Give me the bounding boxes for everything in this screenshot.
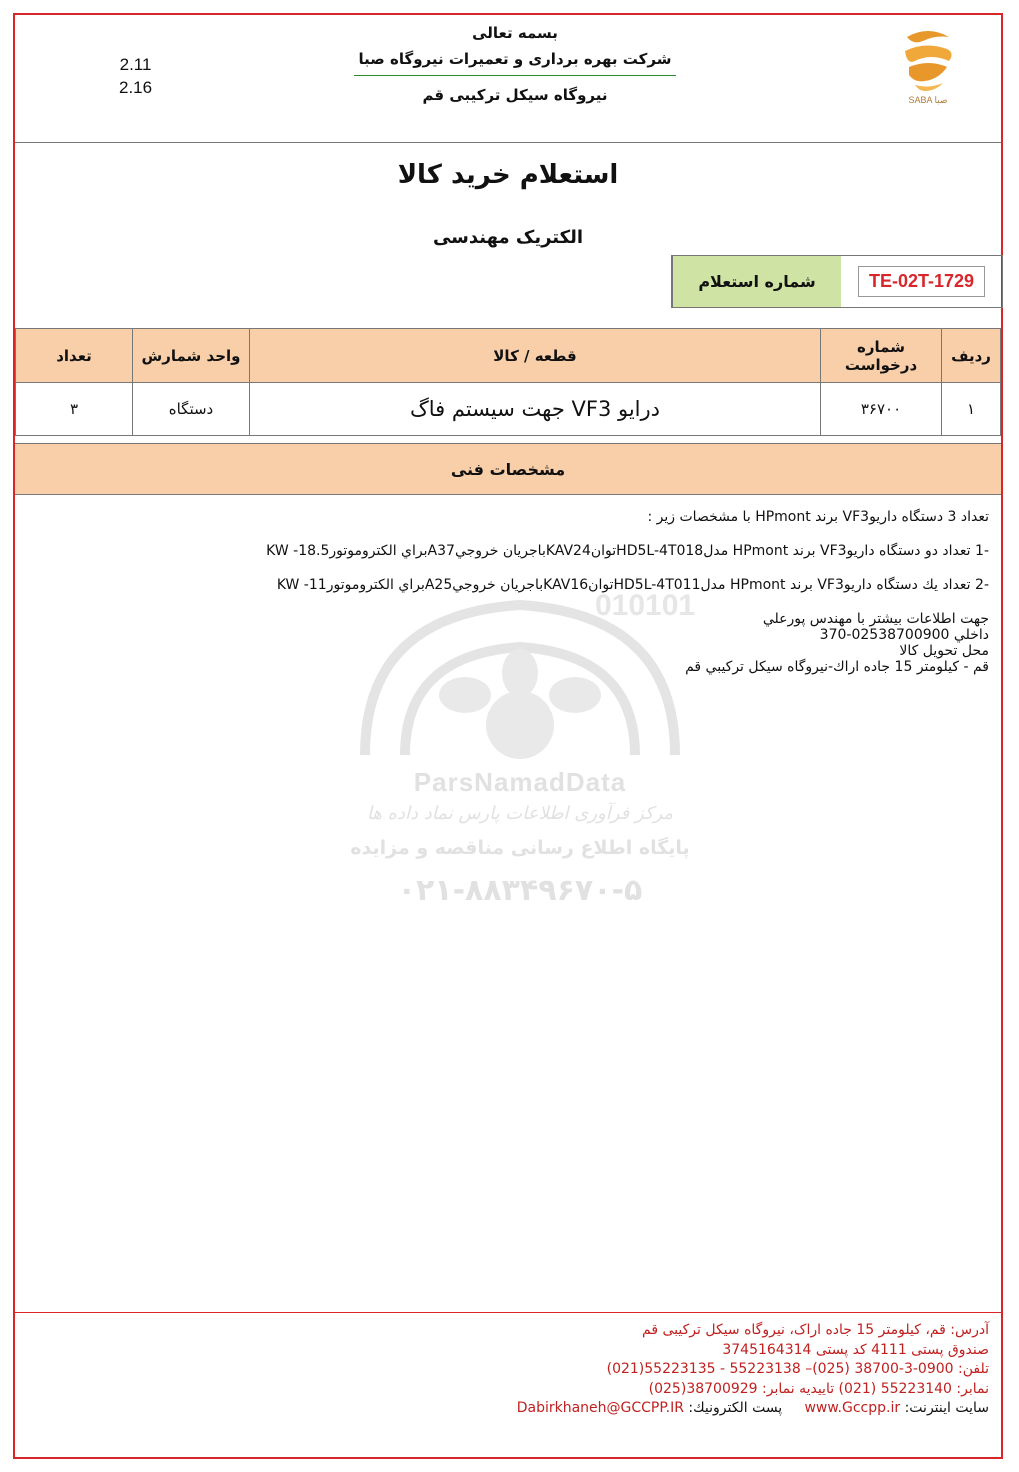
- col-row-header: ردیف: [942, 329, 1001, 383]
- spec-line: -2 تعداد يك دستگاه داريوVF3 برند HPmont مدلHD5L-4T011توانKAV16باجريان خروجيA25براي الكتروموتور11- KW: [276, 577, 989, 593]
- logo-text: SABA صبا: [908, 95, 948, 105]
- items-table: [15, 328, 1001, 436]
- document-frame: [13, 13, 1003, 1459]
- inquiry-number-value-cell: [841, 256, 1002, 307]
- watermark-line-2: پایگاه اطلاع رسانی مناقصه و مزایده: [350, 837, 690, 859]
- form-codes: [119, 53, 152, 99]
- row-number: ۱: [942, 383, 1001, 436]
- col-unit-header: واحد شمارش: [133, 329, 250, 383]
- plant-name: نیروگاه سیکل ترکیبی قم: [422, 86, 608, 104]
- spec-line: محل تحويل كالا: [899, 643, 989, 659]
- watermark-phone: ۰۲۱-۸۸۳۴۹۶۷۰-۵: [397, 873, 643, 908]
- footer-phone: تلفن: 0900-3-38700 (025)– 55223138 - 55223135(021): [606, 1361, 989, 1377]
- quantity: ۳: [16, 383, 133, 436]
- footer: [15, 1312, 1001, 1458]
- letterhead-text: [335, 21, 695, 108]
- footer-web-email: [29, 1399, 989, 1419]
- col-request-header: شماره درخواست: [821, 329, 942, 383]
- footer-contact: [29, 1321, 989, 1419]
- web-label: سایت اینترنت:: [904, 1400, 989, 1416]
- spec-header: مشخصات فنی: [15, 443, 1001, 495]
- watermark-brand: ParsNamadData: [413, 767, 627, 797]
- unit: دستگاه: [133, 383, 250, 436]
- form-code-2: 2.16: [119, 78, 153, 97]
- letterhead: [15, 15, 1001, 143]
- item-name: درایو VF3 جهت سیستم فاگ: [250, 383, 821, 436]
- website-link[interactable]: www.Gccpp.ir: [804, 1400, 901, 1416]
- form-code-1: 2.11: [119, 55, 152, 74]
- email-label: پست الکترونیك:: [688, 1400, 783, 1416]
- department-name: الکتریک مهندسی: [432, 227, 584, 248]
- footer-postal: صندوق پستی 4111 کد پستی 3745164314: [722, 1341, 989, 1358]
- footer-address: آدرس: قم، کیلومتر 15 جاده اراک، نیروگاه سیکل ترکیبی قم: [642, 1322, 989, 1338]
- spec-line: جهت اطلاعات بيشتر با مهندس پورعلي: [762, 611, 989, 627]
- company-name: شرکت بهره برداری و تعمیرات نیروگاه صبا: [358, 50, 672, 68]
- svg-text:010101: 010101: [595, 589, 696, 622]
- table-header-row: [16, 329, 1001, 383]
- basmala: بسمه تعالی: [472, 24, 558, 42]
- watermark-line-1: مرکز فرآوری اطلاعات پارس نماد داده ها: [366, 803, 674, 824]
- inquiry-number-value: TE-02T-1729: [858, 266, 985, 297]
- document-title: استعلام خرید کالا: [397, 160, 619, 190]
- spec-line: -1 تعداد دو دستگاه داريوVF3 برند HPmont مدلHD5L-4T018توانKAV24باجريان خروجيA37براي الكتروموتور18.5- KW: [266, 543, 989, 559]
- footer-fax: نمابر: 55223140 (021) تاییدیه نمابر: 38700929(025): [648, 1380, 989, 1397]
- spec-line: داخلي 02538700900-370: [819, 627, 989, 643]
- inquiry-number-label: شماره استعلام: [672, 256, 841, 307]
- spec-body: [29, 509, 989, 675]
- table-row: [16, 383, 1001, 436]
- email-link[interactable]: Dabirkhaneh@GCCPP.IR: [516, 1400, 684, 1416]
- spec-line: تعداد 3 دستگاه داریوVF3 برند HPmont با مشخصات زیر :: [647, 509, 989, 525]
- saba-logo-icon: [885, 27, 971, 117]
- col-qty-header: تعداد: [16, 329, 133, 383]
- spec-line: قم - كيلومتر 15 جاده اراك-نيروگاه سيكل تركيبي قم: [685, 659, 989, 675]
- col-item-header: قطعه / کالا: [250, 329, 821, 383]
- header-divider: [354, 75, 676, 76]
- inquiry-number-box: [671, 255, 1003, 308]
- request-number: ۳۶۷۰۰: [821, 383, 942, 436]
